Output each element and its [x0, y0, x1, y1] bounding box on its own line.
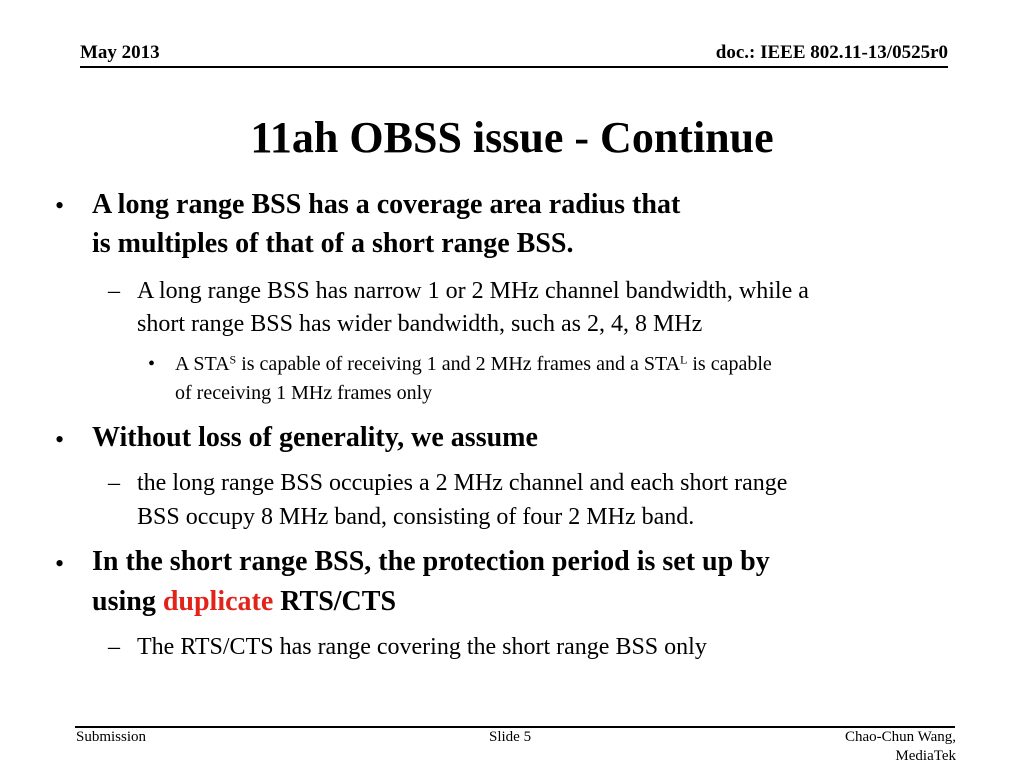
- sub-bullet-marker: –: [108, 278, 120, 304]
- bullet-1-sub-1-line-1: A long range BSS has narrow 1 or 2 MHz channel bandwidth, while a: [137, 278, 809, 304]
- sta-superscript-l: L: [680, 352, 688, 367]
- bullet-2-line-1: Without loss of generality, we assume: [92, 422, 538, 453]
- highlight-duplicate: duplicate: [162, 586, 274, 617]
- sta-text-c: is capable: [687, 353, 772, 375]
- sub-bullet-marker: –: [108, 634, 120, 660]
- bullet-1-sub-sub-line-2: of receiving 1 MHz frames only: [175, 382, 433, 404]
- bullet-marker: •: [55, 549, 65, 578]
- bullet-marker: •: [55, 191, 65, 220]
- bullet-3-line-1: In the short range BSS, the protection period is set up by: [92, 546, 770, 577]
- header-doc-id: doc.: IEEE 802.11-13/0525r0: [715, 42, 948, 63]
- bullet-3-text-b: RTS/CTS: [273, 586, 397, 617]
- bullet-1-sub-sub-line-1: [175, 353, 772, 376]
- footer-submission: Submission: [76, 729, 147, 745]
- footer-author: Chao-Chun Wang,: [844, 729, 956, 745]
- footer-slide-number: Slide 5: [489, 729, 532, 745]
- bullet-3-text-a: using: [92, 586, 163, 617]
- bullet-2-sub-1-line-2: BSS occupy 8 MHz band, consisting of four 2 MHz band.: [137, 504, 695, 530]
- footer-company: MediaTek: [895, 748, 956, 764]
- bullet-marker: •: [55, 425, 65, 454]
- slide-title: 11ah OBSS issue - Continue: [250, 113, 774, 162]
- sub-bullet-marker: –: [108, 470, 120, 496]
- bullet-3-sub-1: The RTS/CTS has range covering the short range BSS only: [137, 634, 707, 660]
- bullet-1-line-2: is multiples of that of a short range BSS.: [92, 228, 574, 259]
- sta-text-a: A STA: [175, 353, 230, 375]
- sta-text-b: is capable of receiving 1 and 2 MHz frames and a STA: [236, 353, 681, 375]
- header-date: May 2013: [80, 42, 160, 63]
- header-rule: [80, 66, 948, 68]
- bullet-2-sub-1-line-1: the long range BSS occupies a 2 MHz channel and each short range: [137, 470, 788, 496]
- bullet-1-line-1: A long range BSS has a coverage area radius that: [92, 189, 681, 220]
- bullet-3-line-2: [92, 586, 396, 618]
- bullet-1-sub-1-line-2: short range BSS has wider bandwidth, such as 2, 4, 8 MHz: [137, 311, 703, 337]
- sub-sub-bullet-marker: •: [148, 353, 156, 375]
- sta-superscript-s: S: [229, 352, 237, 367]
- footer-rule: [75, 726, 955, 728]
